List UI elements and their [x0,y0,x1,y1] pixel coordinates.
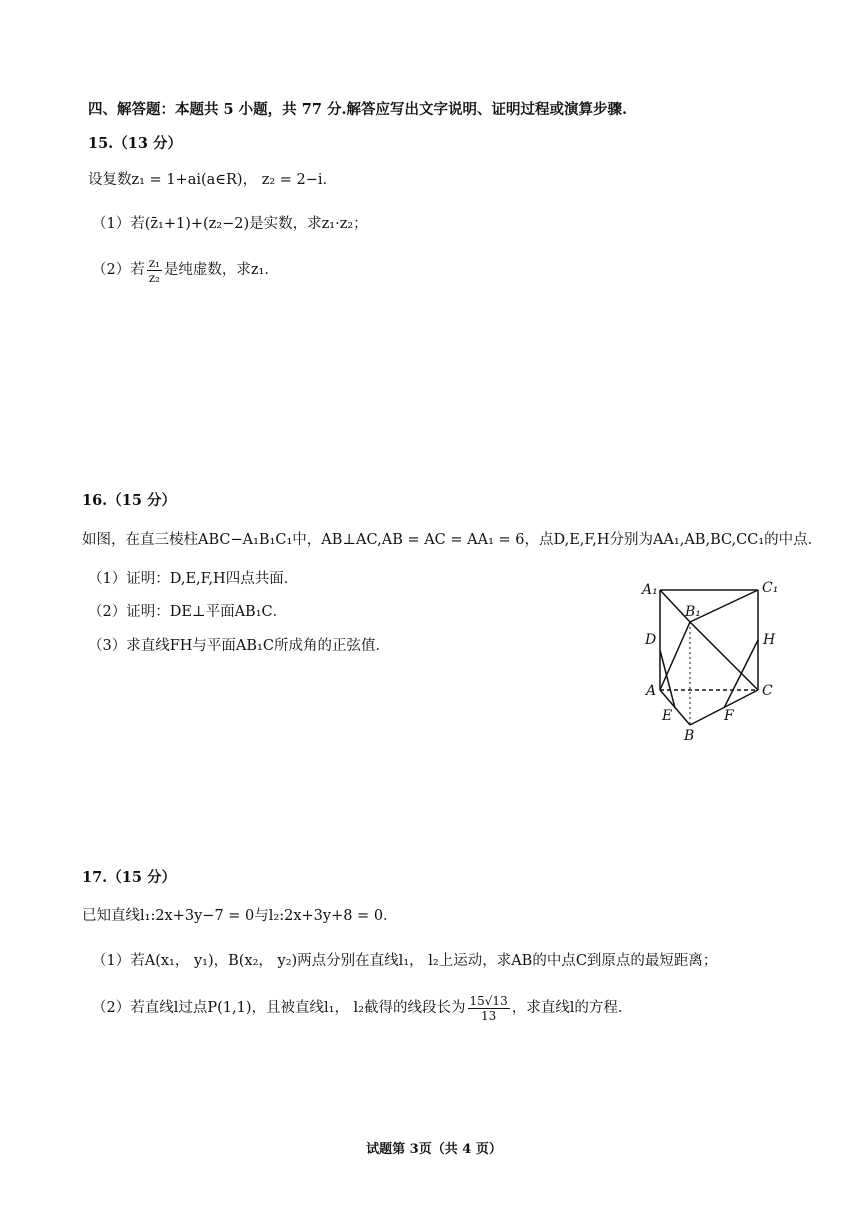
edge-b1c [690,622,758,690]
label-c1: C₁ [762,580,779,596]
prism-figure [630,570,790,750]
q17-part1: （1）若A(x₁， y₁)，B(x₂， y₂)两点分别在直线l₁， l₂上运动，求AB的中点C到原点的最短距离； [92,953,718,969]
q17-part2-post: ，求直线l的方程． [511,1000,633,1016]
q16-part2: （2）证明：DE⊥平面AB₁C． [88,604,288,620]
q15-part2 [92,252,279,288]
segment-hf [724,640,758,708]
label-b1: B₁ [685,604,701,620]
q17-part2 [92,988,632,1028]
q17-header: 17.（15 分） [82,869,176,886]
q17-stem: 已知直线l₁:2x+3y−7 = 0与l₂:2x+3y+8 = 0． [82,908,398,924]
section-heading: 四、解答题：本题共 5 小题，共 77 分.解答应写出文字说明、证明过程或演算步骤. [88,101,628,118]
q17-fraction-denominator: 13 [480,1008,497,1023]
q16-stem: 如图，在直三棱柱ABC−A₁B₁C₁中，AB⊥AC,AB = AC = AA₁ = 6，点D,E,F,H分别为AA₁,AB,BC,CC₁的中点． [82,532,823,548]
q17-part2-pre: （2）若直线l过点P(1,1)，且被直线l₁， l₂截得的线段长为 [92,1000,466,1016]
label-a1: A₁ [642,582,658,598]
q17-fraction-numerator: 15√13 [469,993,508,1008]
q16-part1: （1）证明：D,E,F,H四点共面． [88,571,299,587]
q16-part3: （3）求直线FH与平面AB₁C所成角的正弦值． [88,638,390,654]
prism-edges [660,590,758,725]
q17-fraction [468,994,510,1023]
q15-part1: （1）若(z̄₁+1)+(z₂−2)是实数，求z₁·z₂； [92,216,368,232]
label-f: F [724,708,734,724]
q15-part2-pre: （2）若 [92,262,145,278]
label-a: A [646,683,657,699]
page-footer: 试题第 3页（共 4 页） [366,1142,502,1157]
q15-fraction-denominator: z₂ [148,270,160,285]
label-e: E [662,708,673,724]
q16-header: 16.（15 分） [82,492,176,509]
q15-fraction [147,256,162,285]
q15-stem: 设复数z₁ = 1+ai(a∈R)， z₂ = 2−i． [88,172,338,188]
q15-part2-post: 是纯虚数，求z₁． [163,262,279,278]
q15-header: 15.（13 分） [88,135,182,152]
label-h: H [763,632,776,648]
edge-b1a [660,622,690,690]
label-b: B [684,728,695,744]
q15-fraction-numerator: z₁ [148,255,160,270]
label-d: D [645,632,657,648]
label-c: C [762,683,773,699]
